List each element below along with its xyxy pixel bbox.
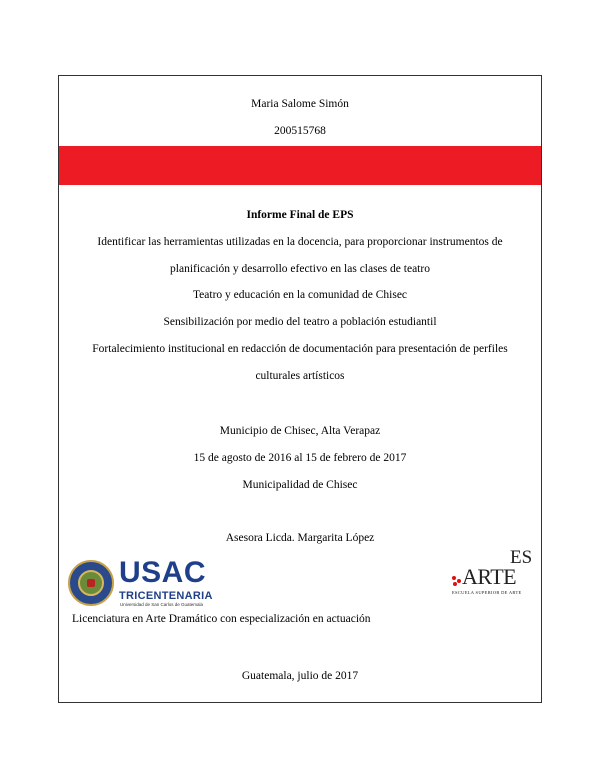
arte-logo-subtitle: ESCUELA SUPERIOR DE ARTE <box>452 590 522 595</box>
usac-logo-caption: Universidad de San Carlos de Guatemala <box>120 602 204 607</box>
dates: 15 de agosto de 2016 al 15 de febrero de 2017 <box>193 452 407 464</box>
institution: Municipalidad de Chisec <box>242 479 358 491</box>
usac-logo-word: USAC <box>119 556 207 589</box>
arte-logo-es: ES <box>510 547 533 568</box>
red-banner <box>59 146 541 185</box>
advisor: Asesora Licda. Margarita López <box>225 532 375 544</box>
report-title: Informe Final de EPS <box>246 209 354 221</box>
project-3-line-1: Fortalecimiento institucional en redacción de documentación para presentación de perfiles <box>92 343 508 355</box>
es-arte-logo <box>452 548 537 604</box>
university-seal-icon <box>68 560 114 606</box>
objective-line-2: planificación y desarrollo efectivo en las clases de teatro <box>170 263 430 275</box>
arte-logo-word: ARTE <box>462 564 517 589</box>
degree-program: Licenciatura en Arte Dramático con especialización en actuación <box>72 613 371 625</box>
project-2: Sensibilización por medio del teatro a población estudiantil <box>163 316 437 328</box>
place-date: Guatemala, julio de 2017 <box>241 670 359 682</box>
arte-dots-icon <box>452 576 462 586</box>
objective-line-1: Identificar las herramientas utilizadas en la docencia, para proporcionar instrumentos de <box>97 236 503 248</box>
project-1: Teatro y educación en la comunidad de Chisec <box>192 289 408 301</box>
student-id: 200515768 <box>274 125 326 137</box>
usac-logo-subtitle: TRICENTENARIA <box>119 590 213 602</box>
author-name: Maria Salome Simón <box>251 98 349 110</box>
usac-logo <box>68 556 218 610</box>
location: Municipio de Chisec, Alta Verapaz <box>219 425 381 437</box>
project-3-line-2: culturales artísticos <box>255 370 345 382</box>
